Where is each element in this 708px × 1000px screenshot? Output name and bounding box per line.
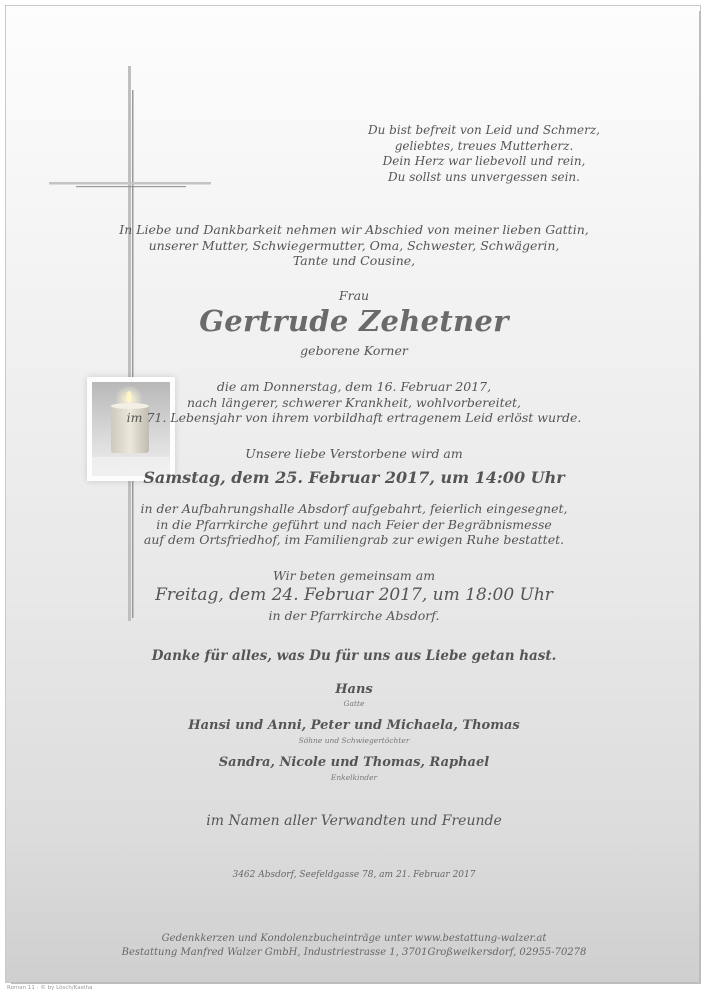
- death-info: [0, 379, 708, 426]
- intro-line: Tante und Cousine,: [292, 253, 416, 269]
- closing-line: im Namen aller Verwandten und Freunde: [206, 813, 502, 829]
- verse-line: Du sollst uns unvergessen sein.: [388, 169, 580, 184]
- deceased-name: Gertrude Zehetner: [199, 304, 509, 338]
- thanks-line: Danke für alles, was Du für uns aus Liebe getan hast.: [151, 648, 557, 664]
- verse-line: Du bist befreit von Leid und Schmerz,: [368, 123, 600, 137]
- death-info-line: die am Donnerstag, dem 16. Februar 2017,: [216, 379, 492, 394]
- mourner-relation: Söhne und Schwiegertöchter: [298, 736, 410, 745]
- mourner-names: Hans: [335, 682, 373, 697]
- mourner-relation: Gatte: [343, 699, 365, 708]
- mourner-names: Sandra, Nicole und Thomas, Raphael: [218, 755, 490, 770]
- funeral-details: [0, 501, 708, 548]
- credit-text: Roman 11 - © by Lösch/Kastha: [7, 985, 93, 991]
- verse-line: Dein Herz war liebevoll und rein,: [382, 154, 586, 169]
- death-info-line: nach längerer, schwerer Krankheit, wohlvorbereitet,: [186, 394, 522, 410]
- funeral-details-line: in die Pfarrkirche geführt und nach Feier der Begräbnismesse: [156, 516, 552, 532]
- prayer-intro: Wir beten gemeinsam am: [272, 568, 436, 583]
- birth-name: geborene Korner: [300, 343, 408, 358]
- funeral-intro: Unsere liebe Verstorbene wird am: [245, 446, 463, 461]
- footer-line: Gedenkkerzen und Kondolenzbucheinträge unter www.bestattung-walzer.at: [161, 933, 547, 944]
- footer: [0, 932, 708, 959]
- mourner-names: Hansi und Anni, Peter und Michaela, Thomas: [188, 718, 520, 733]
- intro-line: In Liebe und Dankbarkeit nehmen wir Abschied von meiner lieben Gattin,: [119, 222, 589, 237]
- mourner-relation: Enkelkinder: [330, 773, 378, 782]
- funeral-details-line: auf dem Ortsfriedhof, im Familiengrab zur ewigen Ruhe bestattet.: [143, 532, 565, 548]
- verse-line: geliebtes, treues Mutterherz.: [394, 138, 574, 153]
- funeral-details-line: in der Aufbahrungshalle Absdorf aufgebahrt, feierlich eingesegnet,: [140, 501, 568, 516]
- death-info-line: im 71. Lebensjahr von ihrem vorbildhaft ertragenem Leid erlöst wurde.: [126, 410, 582, 426]
- funeral-date: Samstag, dem 25. Februar 2017, um 14:00 Uhr: [143, 468, 565, 487]
- intro-text: [0, 222, 708, 269]
- prayer-date: Freitag, dem 24. Februar 2017, um 18:00 Uhr: [155, 585, 553, 605]
- salutation: Frau: [338, 288, 370, 303]
- place-date: 3462 Absdorf, Seefeldgasse 78, am 21. Februar 2017: [232, 870, 476, 880]
- footer-line: Bestattung Manfred Walzer GmbH, Industriestrasse 1, 3701Großweikersdorf, 02955-70278: [121, 946, 587, 958]
- verse: [260, 123, 708, 185]
- prayer-place: in der Pfarrkirche Absdorf.: [268, 608, 440, 623]
- intro-line: unserer Mutter, Schwiegermutter, Oma, Schwester, Schwägerin,: [148, 237, 560, 253]
